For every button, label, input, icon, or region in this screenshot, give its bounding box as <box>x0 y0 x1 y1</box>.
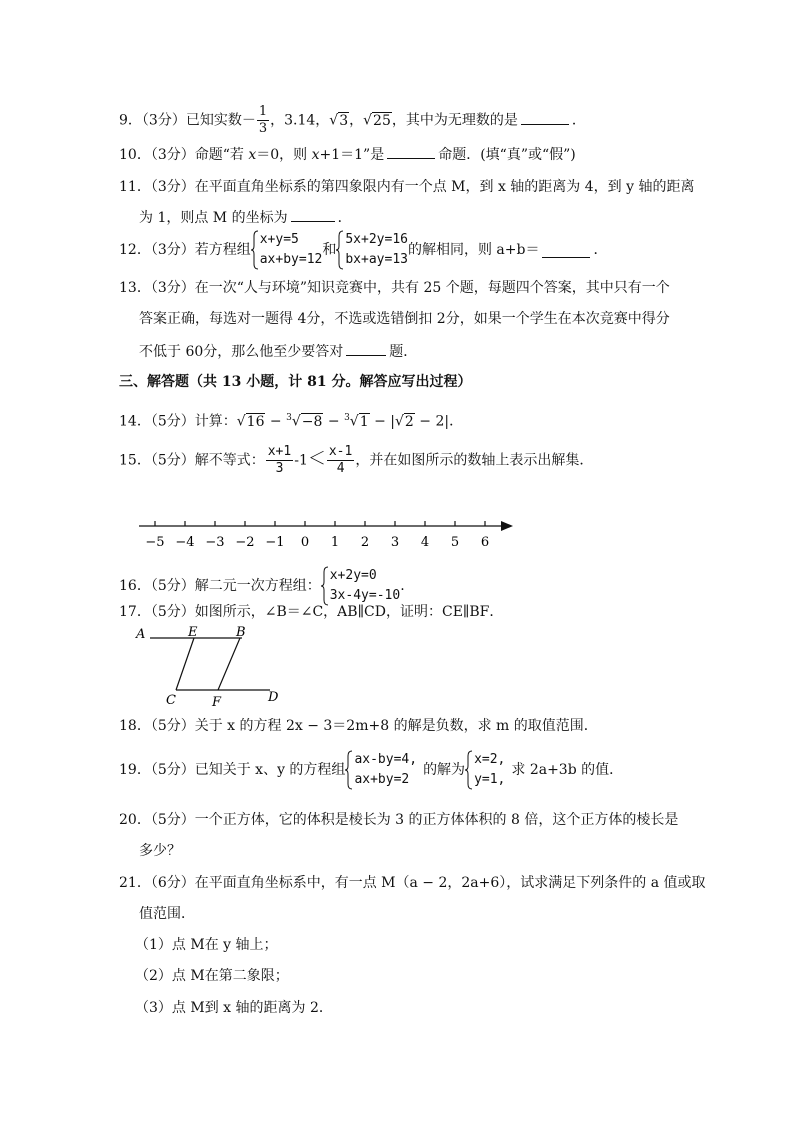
question-13-line1: 13．（3分）在一次“人与环境”知识竞赛中，共有 25 个题，每题四个答案，其中只有一个 <box>119 280 670 296</box>
q14-prefix: 14．（5分）计算： <box>119 413 237 430</box>
q13-line3-suffix: 题． <box>389 344 418 360</box>
question-13-line2: 答案正确，每选对一题得 4分，不选或选错倒扣 2分，如果一个学生在本次竞赛中得分 <box>139 311 670 327</box>
number-line-tick-label: −4 <box>175 535 195 550</box>
question-21-line1: 21．（6分）在平面直角坐标系中，有一点 M（a − 2，2a+6），试求满足下列条件的 a 值或取 <box>119 875 706 891</box>
q9-sqrt25: √25 <box>363 112 391 129</box>
q13-answer-blank[interactable] <box>346 341 386 356</box>
q10-prefix: 10．（3分）命题“若 <box>119 147 249 163</box>
q14-sqrt16: √16 <box>236 413 265 430</box>
q19-mid: 的解为 <box>423 762 466 778</box>
number-line-tick-label: 0 <box>300 535 310 550</box>
q15-suffix: ，并在如图所示的数轴上表示出解集． <box>355 452 594 469</box>
line-ce <box>176 638 194 690</box>
q19-prefix: 19．（5分）已知关于 x、y 的方程组 <box>119 762 346 778</box>
q14-cbrt-1: √1 <box>349 413 369 430</box>
question-21-item-3: （3）点 M到 x 轴的距离为 2． <box>135 1000 333 1016</box>
q15-minus1: -1 <box>294 452 308 469</box>
q9-end: ． <box>571 112 586 129</box>
q16-end: . <box>400 578 405 594</box>
question-21-line2: 值范围． <box>139 906 195 922</box>
q11-answer-blank[interactable] <box>291 207 335 222</box>
q13-line3-prefix: 不低于 60分，那么他至少要答对 <box>139 344 344 360</box>
brace-icon <box>336 230 344 270</box>
label-a: A <box>136 627 146 642</box>
q9-denominator: 3 <box>258 121 268 136</box>
q17-figure <box>134 624 294 710</box>
number-line-tick-label: −3 <box>205 535 225 550</box>
label-b: B <box>236 625 246 640</box>
number-line-tick-label: −5 <box>145 535 165 550</box>
label-e: E <box>188 625 198 640</box>
q10-cond: ＝0，则 <box>256 147 312 163</box>
q12-system-2: 5x+2y=16 bx+ay=13 <box>336 230 408 270</box>
q9-suffix: ，其中为无理数的是 <box>391 112 518 129</box>
number-line-tick-label: 4 <box>420 535 430 550</box>
number-line-tick-label: 2 <box>360 535 370 550</box>
question-19 <box>119 750 623 790</box>
question-9 <box>119 104 586 137</box>
q16-system: x+2y=0 3x-4y=-10 <box>321 566 400 606</box>
question-10 <box>119 144 576 165</box>
question-21-item-2: （2）点 M在第二象限； <box>135 968 289 984</box>
q12-prefix: 12．（3分）若方程组 <box>119 242 251 258</box>
label-c: C <box>166 693 176 708</box>
number-line-tick-label: −1 <box>265 535 285 550</box>
arrow-right-icon <box>501 521 513 531</box>
q16-prefix: 16．（5分）解二元一次方程组： <box>119 578 321 594</box>
number-line-tick-label: 3 <box>390 535 400 550</box>
q14-cbrt-minus8: √−8 <box>291 413 323 430</box>
q12-system-1: x+y=5 ax+by=12 <box>251 230 323 270</box>
number-line-tick-label: 1 <box>330 535 340 550</box>
brace-icon <box>465 750 473 790</box>
q9-answer-blank[interactable] <box>521 110 569 125</box>
q9-mid2: ， <box>349 112 364 129</box>
q9-mid1: ，3.14， <box>270 112 330 129</box>
q15-fraction-2: $\frac{x-1}{4}$ <box>328 444 353 476</box>
number-line <box>135 514 520 554</box>
q10-cond2: +1＝1”是 <box>319 147 385 163</box>
question-14: 14．（5分）计算：√16 − $^3$√−8 − $^3$√1 − |√2 − 2|． <box>119 413 464 430</box>
q10-suffix: 命题．(填“真”或“假”) <box>438 147 576 163</box>
label-f: F <box>212 695 222 710</box>
question-11-line1: 11．（3分）在平面直角坐标系的第四象限内有一个点 M，到 x 轴的距离为 4，到 y 轴的距离 <box>119 179 695 195</box>
q9-sqrt3: √3 <box>329 112 349 129</box>
q10-answer-blank[interactable] <box>387 144 435 159</box>
question-15 <box>119 444 593 477</box>
q14-cbrt-index-2: 3 <box>344 413 350 423</box>
number-line-tick-label: 6 <box>480 535 490 550</box>
section-3-heading: 三、解答题（共 13 小题，计 81 分。解答应写出过程） <box>119 374 472 390</box>
question-13-line3 <box>139 341 417 362</box>
q19-system-1: ax-by=4, ax+by=2 <box>345 750 417 790</box>
q15-prefix: 15．（5分）解不等式： <box>119 452 265 469</box>
q19-suffix: 求 2a+3b 的值． <box>511 762 624 778</box>
q14-cbrt-index-1: 3 <box>286 413 292 423</box>
q10-var-x: x <box>248 147 257 163</box>
q15-fraction-1: $\frac{x+1}{3}$ <box>267 444 292 476</box>
brace-icon <box>321 566 329 606</box>
number-line-tick-label: 5 <box>450 535 460 550</box>
q11-end: ． <box>337 210 352 226</box>
number-line-tick-label: −2 <box>235 535 255 550</box>
q19-system-2: x=2, y=1, <box>465 750 505 790</box>
question-20-line1: 20．（5分）一个正方体，它的体积是棱长为 3 的正方体体积的 8 倍，这个正方体的棱长是 <box>119 812 679 828</box>
question-16 <box>119 566 405 606</box>
q12-suffix: 的解相同，则 a+b＝ <box>407 242 540 258</box>
question-11-line2 <box>139 207 352 228</box>
question-18: 18．（5分）关于 x 的方程 2x − 3＝2m+8 的解是负数，求 m 的取值范围． <box>119 718 598 734</box>
question-21-item-1: （1）点 M在 y 轴上； <box>135 937 278 953</box>
brace-icon <box>251 230 259 270</box>
q15-lt: ＜ <box>307 448 326 470</box>
question-12 <box>119 230 607 270</box>
label-d: D <box>268 690 279 705</box>
q9-prefix: 9．（3分）已知实数－ <box>119 112 256 129</box>
brace-icon <box>345 750 353 790</box>
line-bf <box>218 638 240 690</box>
q14-sqrt2: √2 <box>395 413 414 430</box>
q12-mid: 和 <box>322 242 337 258</box>
q9-fraction <box>257 104 269 137</box>
question-17: 17．（5分）如图所示，∠B＝∠C，AB∥CD，证明：CE∥BF． <box>119 604 504 620</box>
q12-end: ． <box>593 242 608 258</box>
question-20-line2: 多少？ <box>139 843 181 859</box>
q9-numerator: 1 <box>258 104 268 119</box>
q12-answer-blank[interactable] <box>542 243 590 258</box>
q10-var-x2: x <box>311 147 320 163</box>
q11-line2-prefix: 为 1，则点 M 的坐标为 <box>139 210 288 226</box>
